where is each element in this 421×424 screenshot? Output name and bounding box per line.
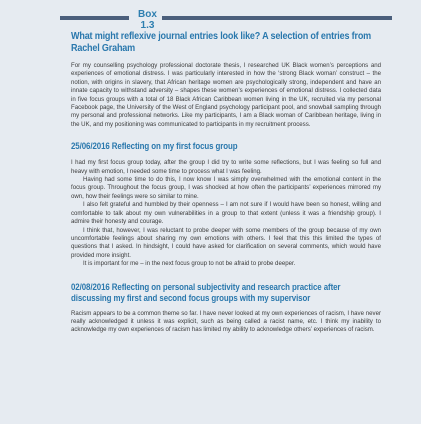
intro-paragraph: For my counselling psychology professional doctorate thesis, I researched UK Black women’s perceptions and experiences of emotional distress. I was particularly interested in how the ‘strong Black woman’ construct – the notion, with origins in slavery, that African heritage women are psychologically strong, independent and have an innate capacity to withstand adversity – shapes these women’s experiences of emotional distress. I collected data in five focus groups with a total of 18 Black African Caribbean women living in the UK, recruited via my personal Facebook page, the University of the West of England psychology participant pool, and snowball sampling through my personal and professional networks. Like my participants, I am a Black woman of Caribbean heritage, living in the UK, and my positioning was communicated to participants in my recruitment process. <box>71 62 381 128</box>
entry-1-paragraph: I had my first focus group today, after the group I did try to write some reflections, but I was feeling so full and heavy with emotion, I needed some time to process what I was feeling. <box>71 159 381 175</box>
entry-2-heading: 02/08/2016 Reflecting on personal subjectivity and research practice after discussing my first and second focus groups with my supervisor <box>71 281 341 303</box>
box-title: What might reflexive journal entries look like? A selection of entries from Rachel Graham <box>71 30 372 54</box>
box-header <box>60 9 392 31</box>
entry-1-paragraph: Having had some time to do this, I now know I was simply overwhelmed with the emotional content in the focus group. Throughout the focus group, I was shocked at how often the participants’ experiences mirrored my own, how their feelings were so similar to mine. <box>71 176 381 200</box>
box-content <box>71 30 381 335</box>
entry-1-paragraph: I think that, however, I was reluctant to probe deeper with some members of the group because of my own uncomfortable feelings about sharing my own emotions with others. I feel that this this limited the types of questions that I asked. In hindsight, I could have asked for clarification on several comments, which would have provided more insight. <box>71 226 381 259</box>
entry-1-paragraph: It is important for me – in the next focus group to not be afraid to probe deeper. <box>83 260 296 268</box>
box-label: Box 1.3 <box>138 9 157 31</box>
entry-2-paragraph: Racism appears to be a common theme so far. I have never looked at my own experiences of racism, I have never really acknowledged it unless it was explicit, such as being called a racist name, etc. I think my inability to acknowledge my own experiences of racism has limited my ability to acknowledge others’ experiences of racism. <box>71 309 381 334</box>
entry-1-paragraph: I also felt grateful and humbled by their openness – I am not sure if I would have been so honest, willing and comfortable to talk about my own vulnerabilities in a group to that extent (unless it was a friendship group). I admire their honesty and courage. <box>71 201 381 226</box>
header-rule-right <box>162 16 392 20</box>
entry-1-heading: 25/06/2016 Reflecting on my first focus group <box>71 141 238 152</box>
header-rule-left <box>60 16 129 20</box>
entry-1-body <box>71 159 381 268</box>
